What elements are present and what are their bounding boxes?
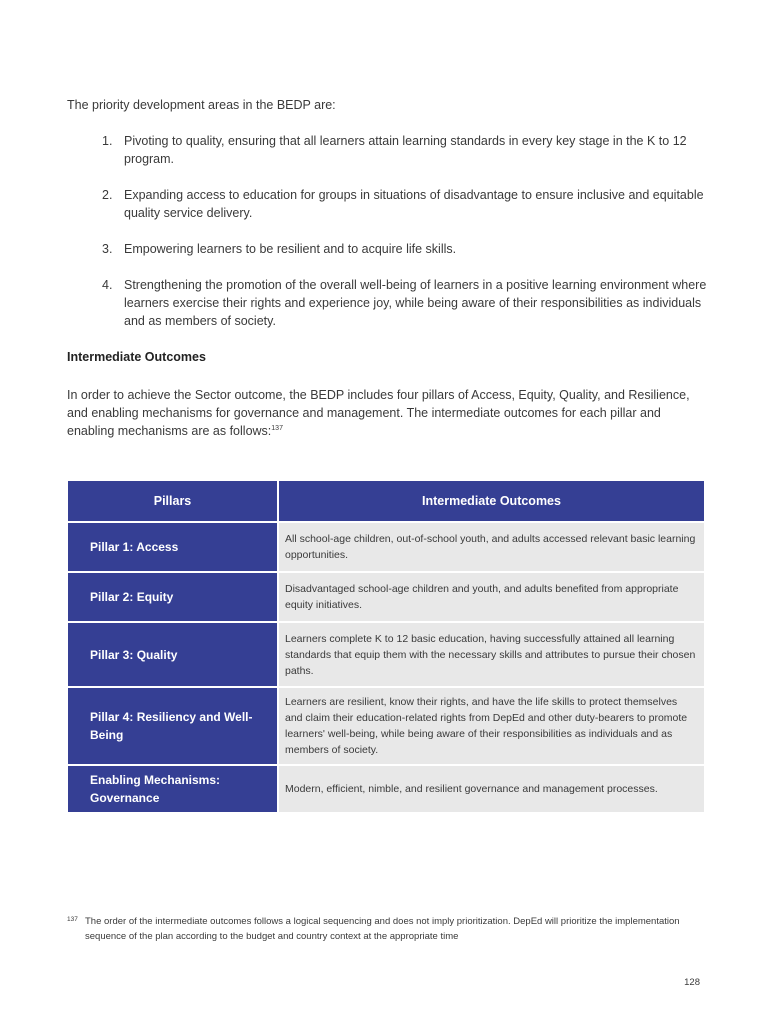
outcome-cell: Learners complete K to 12 basic education, having successfully attained all learning standards that equip them with the necessary skills and attributes to pursue their chosen paths. — [278, 622, 704, 687]
list-item-number: 3. — [102, 242, 113, 256]
header-intermediate-outcomes: Intermediate Outcomes — [278, 481, 704, 522]
list-item — [67, 240, 707, 258]
table-row — [68, 765, 704, 813]
outcome-cell: Modern, efficient, nimble, and resilient governance and management processes. — [278, 765, 704, 813]
footnote-ref: 137 — [271, 424, 283, 432]
pillar-cell: Pillar 2: Equity — [68, 572, 278, 622]
table-header-row — [68, 481, 704, 522]
list-item — [67, 186, 707, 222]
outcome-cell: Disadvantaged school-age children and youth, and adults benefited from appropriate equity initiatives. — [278, 572, 704, 622]
list-item-number: 2. — [102, 188, 113, 202]
header-pillars: Pillars — [68, 481, 278, 522]
list-item — [67, 276, 707, 330]
table-row — [68, 622, 704, 687]
pillar-cell: Pillar 4: Resiliency and Well-Being — [68, 687, 278, 765]
list-item-text: Strengthening the promotion of the overall well-being of learners in a positive learning environment where learners exercise their rights and experience joy, while being aware of their responsibilities as individuals and as members of society. — [124, 278, 707, 328]
page-number: 128 — [684, 977, 700, 988]
outcome-cell: Learners are resilient, know their rights, and have the life skills to protect themselves and claim their education-related rights from DepEd and other duty-bearers to promote learners' well-being, while being aware of their responsibilities as individuals and as members of society. — [278, 687, 704, 765]
paragraph-text: In order to achieve the Sector outcome, the BEDP includes four pillars of Access, Equity, Quality, and Resilience, and enabling mechanisms for governance and management. The intermediate outcomes for each pillar and enabling mechanisms are as follows: — [67, 388, 690, 438]
list-item-number: 1. — [102, 134, 113, 148]
intro-text: The priority development areas in the BEDP are: — [67, 98, 336, 112]
footnote-text: The order of the intermediate outcomes follows a logical sequencing and does not imply prioritization. DepEd will prioritize the implementation sequence of the plan according to the budget and country context at the appropriate time — [85, 916, 680, 942]
list-item-number: 4. — [102, 278, 113, 292]
list-item — [67, 132, 707, 168]
list-item-text: Expanding access to education for groups in situations of disadvantage to ensure inclusive and equitable quality service delivery. — [124, 188, 704, 220]
outcome-cell: All school-age children, out-of-school youth, and adults accessed relevant basic learning opportunities. — [278, 522, 704, 572]
outcomes-table — [68, 481, 704, 814]
table-row — [68, 687, 704, 765]
footnote — [67, 914, 707, 944]
section-heading: Intermediate Outcomes — [67, 350, 206, 364]
table-row — [68, 572, 704, 622]
list-item-text: Pivoting to quality, ensuring that all learners attain learning standards in every key stage in the K to 12 program. — [124, 134, 687, 166]
list-item-text: Empowering learners to be resilient and to acquire life skills. — [124, 242, 457, 256]
pillar-cell: Enabling Mechanisms: Governance — [68, 765, 278, 813]
pillar-cell: Pillar 3: Quality — [68, 622, 278, 687]
priority-areas-list — [67, 132, 707, 348]
table-row — [68, 522, 704, 572]
pillar-cell: Pillar 1: Access — [68, 522, 278, 572]
footnote-number: 137 — [67, 916, 78, 923]
paragraph — [67, 386, 707, 440]
